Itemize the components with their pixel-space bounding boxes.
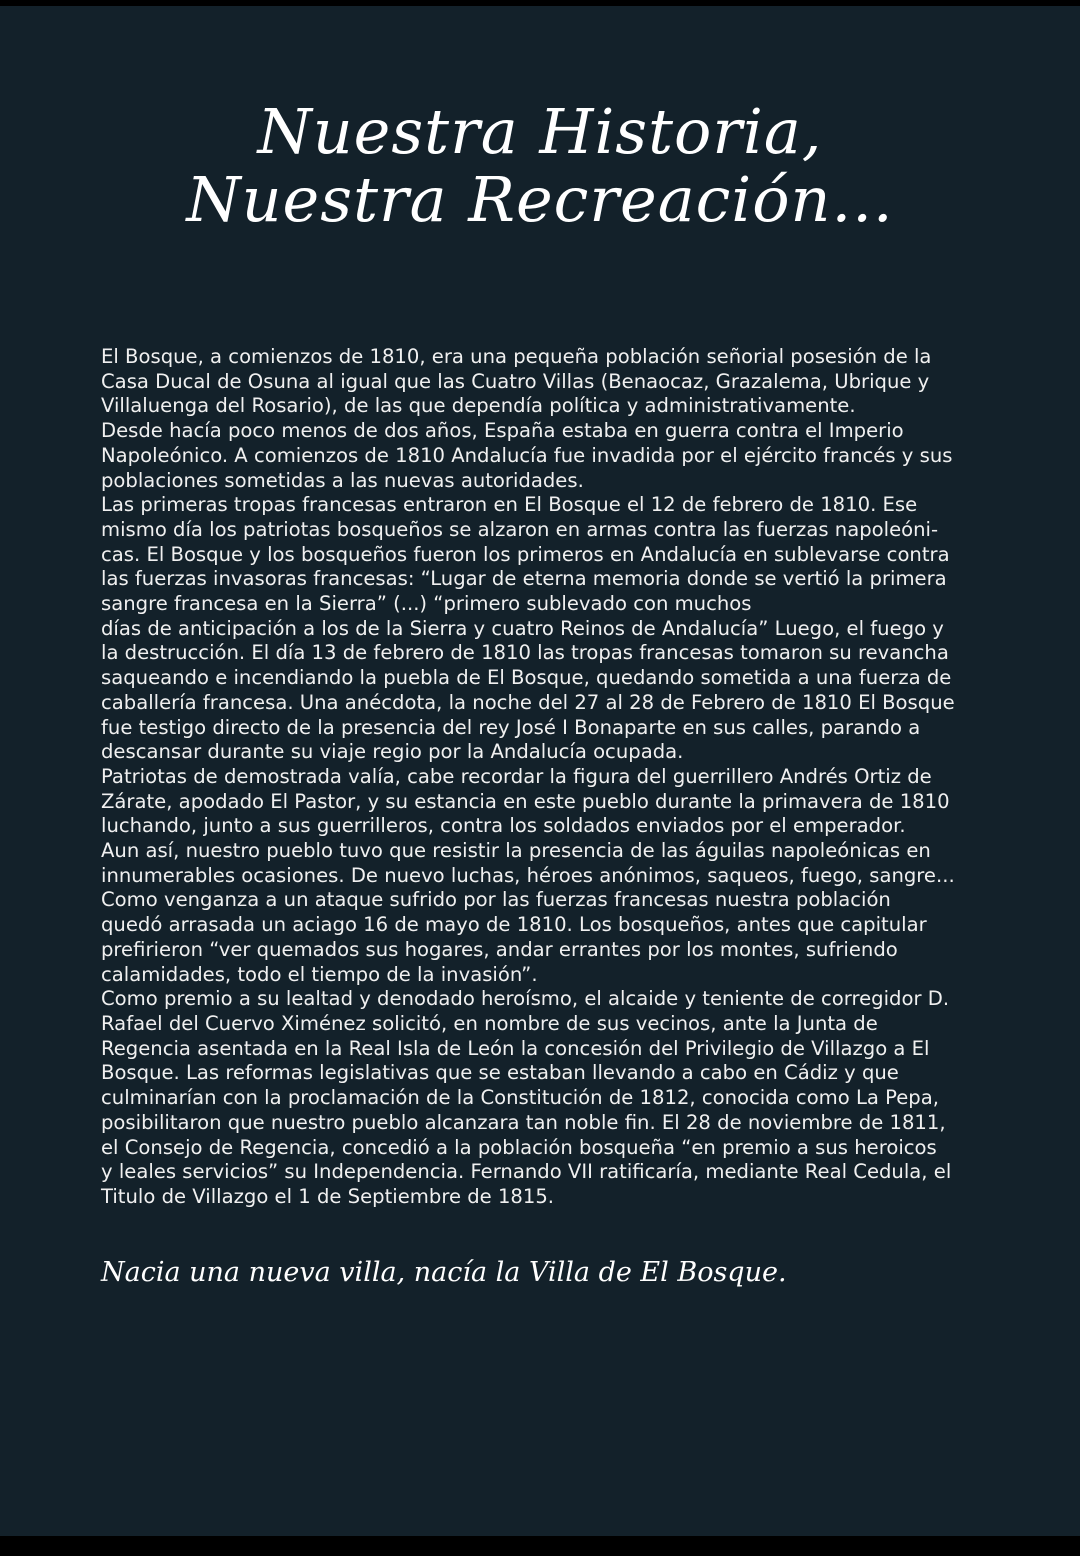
closing-line: Nacia una nueva villa, nacía la Villa de El Bosque. xyxy=(101,1257,787,1288)
body-line: innumerables ocasiones. De nuevo luchas, héroes anónimos, saqueos, fuego, sangre... xyxy=(101,863,955,887)
body-line: prefirieron “ver quemados sus hogares, andar errantes por los montes, sufriendo xyxy=(101,937,898,961)
body-line: culminarían con la proclamación de la Constitución de 1812, conocida como La Pepa, xyxy=(101,1086,939,1110)
body-line: Napoleónico. A comienzos de 1810 Andalucía fue invadida por el ejército francés y sus xyxy=(101,443,953,467)
body-line: Patriotas de demostrada valía, cabe recordar la figura del guerrillero Andrés Ortiz de xyxy=(101,764,932,788)
body-line: poblaciones sometidas a las nuevas autoridades. xyxy=(101,468,584,492)
body-line: mismo día los patriotas bosqueños se alzaron en armas contra las fuerzas napoleóni- xyxy=(101,517,939,541)
bottom-bar xyxy=(0,1536,1080,1556)
title-line-2: Nuestra Recreación... xyxy=(186,163,894,236)
body-line: calamidades, todo el tiempo de la invasión”. xyxy=(101,962,538,986)
body-line: luchando, junto a sus guerrilleros, contra los soldados enviados por el emperador. xyxy=(101,814,906,838)
page-title xyxy=(0,95,1080,236)
body-line: el Consejo de Regencia, concedió a la población bosqueña “en premio a sus heroicos xyxy=(101,1135,937,1159)
body-line: Casa Ducal de Osuna al igual que las Cuatro Villas (Benaocaz, Grazalema, Ubrique y xyxy=(101,369,930,393)
body-line: Desde hacía poco menos de dos años, España estaba en guerra contra el Imperio xyxy=(101,419,904,443)
body-line: Regencia asentada en la Real Isla de León la concesión del Privilegio de Villazgo a El xyxy=(101,1036,930,1060)
body-line: El Bosque, a comienzos de 1810, era una pequeña población señorial posesión de la xyxy=(101,345,932,368)
body-line: Bosque. Las reformas legislativas que se estaban llevando a cabo en Cádiz y que xyxy=(101,1061,899,1085)
body-line: Como venganza a un ataque sufrido por las fuerzas francesas nuestra población xyxy=(101,888,891,912)
body-line: las fuerzas invasoras francesas: “Lugar de eterna memoria donde se vertió la primera xyxy=(101,567,947,591)
title-line-1: Nuestra Historia, xyxy=(257,95,823,168)
document-page xyxy=(0,6,1080,1536)
body-line: la destrucción. El día 13 de febrero de 1810 las tropas francesas tomaron su revancha xyxy=(101,641,949,665)
history-body-text xyxy=(101,345,971,1210)
body-line: posibilitaron que nuestro pueblo alcanzara tan noble fin. El 28 de noviembre de 1811, xyxy=(101,1110,946,1134)
body-line: Titulo de Villazgo el 1 de Septiembre de 1815. xyxy=(101,1184,555,1208)
body-line: caballería francesa. Una anécdota, la noche del 27 al 28 de Febrero de 1810 El Bosque xyxy=(101,690,955,714)
body-line: quedó arrasada un aciago 16 de mayo de 1810. Los bosqueños, antes que capitular xyxy=(101,913,927,937)
body-line: Rafael del Cuervo Ximénez solicitó, en nombre de sus vecinos, ante la Junta de xyxy=(101,1011,878,1035)
body-line: y leales servicios” su Independencia. Fernando VII ratificaría, mediante Real Cedula, el xyxy=(101,1160,952,1184)
body-line: Aun así, nuestro pueblo tuvo que resistir la presencia de las águilas napoleónicas en xyxy=(101,839,931,863)
body-line: Las primeras tropas francesas entraron en El Bosque el 12 de febrero de 1810. Ese xyxy=(101,493,918,517)
body-line: sangre francesa en la Sierra” (...) “primero sublevado con muchos xyxy=(101,592,752,616)
body-line: Como premio a su lealtad y denodado heroísmo, el alcaide y teniente de corregidor D. xyxy=(101,987,950,1011)
body-line: Zárate, apodado El Pastor, y su estancia en este pueblo durante la primavera de 1810 xyxy=(101,789,950,813)
body-line: días de anticipación a los de la Sierra y cuatro Reinos de Andalucía” Luego, el fuego y xyxy=(101,616,944,640)
body-line: descansar durante su viaje regio por la Andalucía ocupada. xyxy=(101,740,684,764)
body-line: fue testigo directo de la presencia del rey José I Bonaparte en sus calles, parando a xyxy=(101,715,921,739)
body-line: saqueando e incendiando la puebla de El Bosque, quedando sometida a una fuerza de xyxy=(101,666,952,690)
body-line: Villaluenga del Rosario), de las que dependía política y administrativamente. xyxy=(101,394,856,418)
body-line: cas. El Bosque y los bosqueños fueron los primeros en Andalucía en sublevarse contra xyxy=(101,542,950,566)
